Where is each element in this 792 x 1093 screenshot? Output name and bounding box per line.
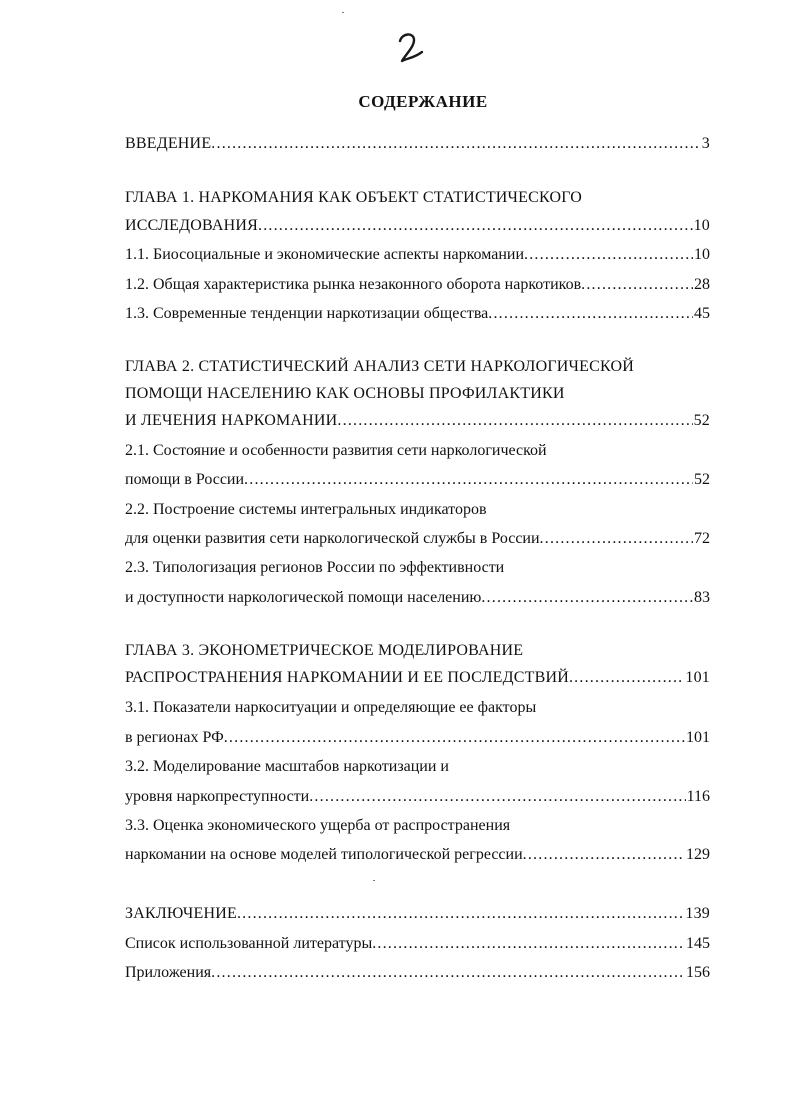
toc-leader-dots — [481, 588, 693, 608]
toc-leader-dots — [372, 934, 685, 954]
toc-leader-dots — [540, 529, 693, 549]
toc-page-number: 52 — [694, 471, 710, 488]
toc-leader-dots — [581, 275, 693, 295]
toc-section-1-2: 1.2. Общая характеристика рынка незаконного оборота наркотиков ..... 28 — [125, 275, 710, 295]
handwritten-number-2-icon — [392, 28, 432, 68]
toc-leader-dots — [224, 728, 685, 748]
toc-chapter-2-heading-cont: ПОМОЩИ НАСЕЛЕНИЮ КАК ОСНОВЫ ПРОФИЛАКТИКИ — [125, 385, 565, 402]
toc-section-1-1: 1.1. Биосоциальные и экономические аспекты наркомании ..... 10 — [125, 245, 710, 265]
toc-leader-dots — [211, 134, 701, 154]
toc-page-number: 101 — [685, 669, 710, 686]
toc-chapter-2-heading-end: И ЛЕЧЕНИЯ НАРКОМАНИИ ..... 52 — [125, 411, 710, 431]
toc-chapter-1-heading-cont: ИССЛЕДОВАНИЯ ..... 10 — [125, 216, 710, 236]
toc-section-3-3-cont: наркомании на основе моделей типологической регрессии ..... 129 — [125, 845, 710, 865]
toc-page-number: 129 — [686, 846, 710, 863]
toc-chapter-3-heading-cont: РАСПРОСТРАНЕНИЯ НАРКОМАНИИ И ЕЕ ПОСЛЕДСТВИЙ ..... 101 — [125, 668, 710, 688]
page-title: СОДЕРЖАНИЕ — [358, 92, 488, 111]
toc-chapter-3-heading: ГЛАВА 3. ЭКОНОМЕТРИЧЕСКОЕ МОДЕЛИРОВАНИЕ — [125, 642, 524, 659]
toc-leader-dots — [524, 245, 693, 265]
toc-page-number: 52 — [693, 412, 710, 429]
toc-leader-dots — [309, 787, 685, 807]
toc-page-number: 72 — [694, 530, 710, 547]
toc-page-number: 10 — [694, 246, 710, 263]
toc-page-number: 45 — [694, 305, 710, 322]
toc-leader-dots — [523, 845, 685, 865]
toc-entry-introduction: ВВЕДЕНИЕ ..... 3 — [125, 134, 710, 154]
toc-section-2-2: 2.2. Построение системы интегральных индикаторов — [125, 501, 487, 518]
toc-page-number: 101 — [686, 729, 710, 746]
toc-section-2-2-cont: для оценки развития сети наркологической службы в России ..... 72 — [125, 529, 710, 549]
toc-entry-appendices: Приложения ..... 156 — [125, 963, 710, 983]
toc-page-number: 156 — [686, 964, 710, 981]
toc-section-3-2-cont: уровня наркопреступности ..... 116 — [125, 787, 710, 807]
toc-page-number: 116 — [686, 788, 710, 805]
toc-leader-dots — [488, 304, 693, 324]
toc-section-1-3: 1.3. Современные тенденции наркотизации общества ..... 45 — [125, 304, 710, 324]
toc-entry-conclusion: ЗАКЛЮЧЕНИЕ ..... 139 — [125, 904, 710, 924]
toc-leader-dots — [244, 470, 693, 490]
toc-leader-dots — [569, 668, 684, 688]
toc-chapter-2-heading: ГЛАВА 2. СТАТИСТИЧЕСКИЙ АНАЛИЗ СЕТИ НАРКОЛОГИЧЕСКОЙ — [125, 358, 634, 375]
toc-chapter-1-heading: ГЛАВА 1. НАРКОМАНИЯ КАК ОБЪЕКТ СТАТИСТИЧЕСКОГО — [125, 189, 583, 206]
toc-page-number: 28 — [694, 276, 710, 293]
toc-section-3-3: 3.3. Оценка экономического ущерба от распространения — [125, 817, 511, 834]
toc-section-3-1: 3.1. Показатели наркоситуации и определяющие ее факторы — [125, 699, 537, 716]
toc-section-3-2: 3.2. Моделирование масштабов наркотизации и — [125, 758, 449, 775]
toc-page-number: 10 — [693, 217, 710, 234]
toc-section-2-3-cont: и доступности наркологической помощи населению ..... 83 — [125, 588, 710, 608]
toc-section-2-3: 2.3. Типологизация регионов России по эффективности — [125, 559, 505, 576]
scan-speck — [342, 12, 344, 13]
toc-entry-bibliography: Список использованной литературы ..... 145 — [125, 934, 710, 954]
toc-leader-dots — [211, 963, 685, 983]
toc-leader-dots — [337, 411, 692, 431]
toc-section-2-1: 2.1. Состояние и особенности развития сети наркологической — [125, 442, 547, 459]
toc-page-number: 145 — [686, 935, 710, 952]
toc-page-number: 3 — [701, 135, 710, 152]
toc-page-number: 139 — [685, 905, 710, 922]
page-number-handwritten — [392, 28, 432, 68]
toc-leader-dots — [258, 216, 693, 236]
toc-section-3-1-cont: в регионах РФ ..... 101 — [125, 728, 710, 748]
toc-page-number: 83 — [694, 589, 710, 606]
toc-leader-dots — [237, 904, 684, 924]
toc-section-2-1-cont: помощи в России ..... 52 — [125, 470, 710, 490]
scan-speck — [373, 880, 375, 881]
